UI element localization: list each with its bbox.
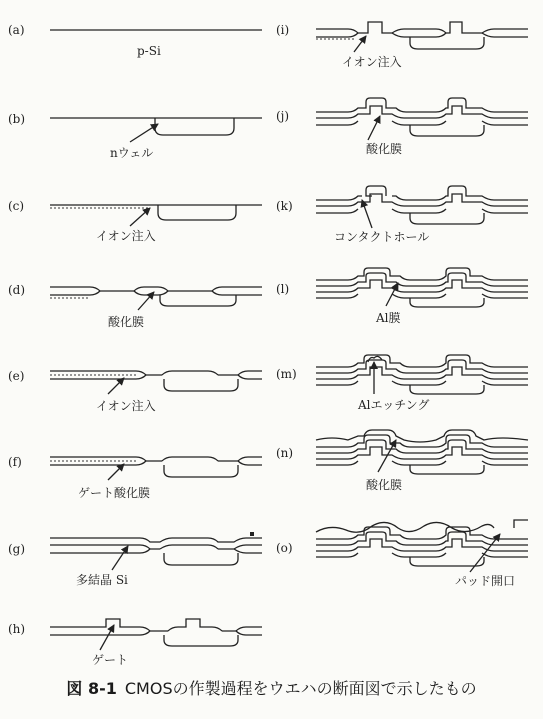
figure-caption xyxy=(0,676,543,699)
field-oxide-bottom xyxy=(316,209,528,213)
panel-h-annotation: ゲート xyxy=(92,653,129,667)
field-oxide-top xyxy=(50,287,262,291)
panel-k xyxy=(276,186,528,244)
n-well xyxy=(158,205,236,220)
n-well xyxy=(164,379,238,391)
panel-o-label: (o) xyxy=(276,541,293,555)
n-well xyxy=(164,465,238,477)
panel-d-annotation: 酸化膜 xyxy=(108,315,145,329)
n-well xyxy=(410,37,484,49)
panel-j-label: (j) xyxy=(276,109,290,123)
field-oxide-bottom xyxy=(316,294,528,298)
panel-a-label: (a) xyxy=(8,23,25,37)
n-well xyxy=(164,635,238,646)
field-oxide-bottom xyxy=(316,121,528,125)
al-film xyxy=(316,355,528,367)
field-oxide-bottom xyxy=(316,461,528,465)
figure-title: CMOSの作製過程をウエハの断面図で示したもの xyxy=(124,679,477,698)
al-film xyxy=(316,268,528,280)
panel-m-label: (m) xyxy=(276,367,297,381)
panel-h xyxy=(8,619,262,667)
passivation-oxide xyxy=(316,430,528,442)
panel-d-label: (d) xyxy=(8,283,26,297)
annotation-arrow xyxy=(368,116,380,140)
panel-g-label: (g) xyxy=(8,542,26,556)
n-well xyxy=(410,125,484,136)
passivation-oxide xyxy=(316,520,528,532)
n-well xyxy=(410,557,484,566)
field-oxide-bottom xyxy=(316,553,528,557)
annotation-arrow xyxy=(386,283,398,306)
panel-b xyxy=(8,112,262,160)
panel-h-label: (h) xyxy=(8,622,26,636)
panel-c-annotation: イオン注入 xyxy=(96,229,156,243)
poly-si-layer xyxy=(50,538,262,542)
annotation-arrow xyxy=(470,534,500,572)
field-oxide-bottom xyxy=(316,33,528,37)
panel-c-label: (c) xyxy=(8,199,25,213)
n-well xyxy=(410,385,484,394)
panel-i xyxy=(276,22,528,69)
panel-m xyxy=(276,355,528,412)
panel-n-label: (n) xyxy=(276,446,294,460)
panel-e-label: (e) xyxy=(8,369,25,383)
n-well xyxy=(164,553,238,565)
panel-l-label: (l) xyxy=(276,282,290,296)
panel-l-annotation: Al膜 xyxy=(376,311,401,325)
n-well xyxy=(410,298,484,307)
annotation-arrow xyxy=(112,546,128,570)
field-oxide-bottom xyxy=(50,549,262,553)
annotation-arrow xyxy=(108,378,124,394)
panel-b-annotation: nウェル xyxy=(110,146,154,160)
annotation-arrow xyxy=(354,36,366,52)
field-oxide-bottom xyxy=(316,381,528,385)
annotation-arrow xyxy=(100,625,114,650)
panel-o xyxy=(276,520,528,588)
n-well xyxy=(160,295,236,306)
panel-f xyxy=(8,455,262,500)
al-film xyxy=(316,435,528,447)
speck xyxy=(250,532,254,536)
n-well xyxy=(410,213,484,224)
panel-e-annotation: イオン注入 xyxy=(96,399,156,413)
field-oxide-bottom xyxy=(50,291,262,295)
field-oxide-bottom xyxy=(50,461,262,465)
gate-layer xyxy=(50,619,262,631)
panel-j-annotation: 酸化膜 xyxy=(366,142,403,156)
field-oxide-bottom xyxy=(50,375,262,379)
panel-g-annotation: 多結晶 Si xyxy=(76,573,128,587)
panel-g xyxy=(8,532,262,587)
al-etch-debris xyxy=(368,356,382,362)
figure-number: 図 8-1 xyxy=(66,679,117,698)
panel-c xyxy=(8,199,262,243)
annotation-arrow xyxy=(108,464,124,480)
annotation-arrow xyxy=(362,200,372,228)
panel-i-label: (i) xyxy=(276,23,290,37)
panel-a xyxy=(8,23,262,58)
panel-f-annotation: ゲート酸化膜 xyxy=(78,486,151,500)
annotation-arrow xyxy=(130,208,150,226)
panel-i-annotation: イオン注入 xyxy=(342,55,402,69)
oxide-layer xyxy=(316,186,528,200)
n-well xyxy=(410,465,484,474)
panel-k-label: (k) xyxy=(276,199,293,213)
panel-e xyxy=(8,369,262,413)
panel-n-annotation: 酸化膜 xyxy=(366,478,403,492)
panel-l xyxy=(276,268,528,325)
panel-d xyxy=(8,283,262,329)
panel-b-label: (b) xyxy=(8,112,26,126)
panel-j xyxy=(276,98,528,156)
al-film xyxy=(316,527,528,539)
panel-n xyxy=(276,430,528,492)
panel-m-annotation: Alエッチング xyxy=(358,398,430,412)
annotation-arrow xyxy=(130,124,158,142)
panel-k-annotation: コンタクトホール xyxy=(334,230,430,244)
gate-layer xyxy=(316,22,528,33)
panel-o-annotation: パッド開口 xyxy=(455,574,516,588)
oxide-layer xyxy=(316,98,528,112)
n-well xyxy=(155,118,234,135)
panel-a-annotation: p-Si xyxy=(137,44,161,58)
panel-f-label: (f) xyxy=(8,455,22,469)
field-oxide-bottom xyxy=(50,631,262,635)
